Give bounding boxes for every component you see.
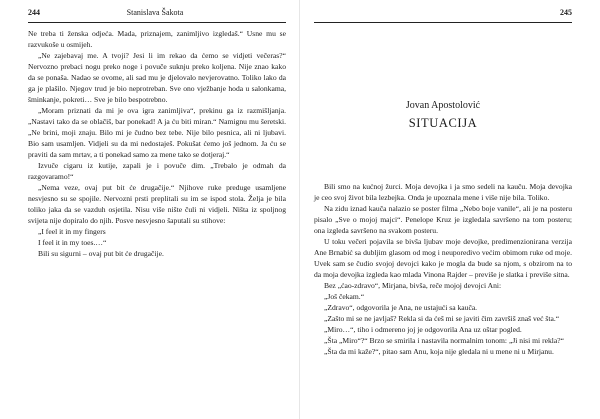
story-author: Jovan Apostolović <box>405 100 481 111</box>
story-title: SITUACIJA <box>408 116 478 130</box>
verse-line: I feel it in my toes.…“ <box>38 238 107 247</box>
story-title-block <box>314 99 572 131</box>
paragraph: Na zidu iznad kauča nalazio se poster filma „Nebo boje vanile“, ali je na posteru pisalo „Sve o mojoj majci“. Penelope Kruz je izgledala savršeno na tom posteru; ona izgleda savršeno na svakom posteru. <box>314 204 572 235</box>
paragraph: „Moram priznati da mi je ova igra zanimljiva“, prekinu ga iz razmišljanja. „Nastavi tako da se oblačiš, bar ponekad! A ja ću biti miran.“ Namignu mu šeretski. „Ne brini, moji znaju. Bilo mi je čudno bez tebe. Nije bilo pesnica, ali ni ljubavi. Bio sam usamljen. Vidjeli su da mi nedostaješ. Pokušat ćemo još jednom. Ja ću se praviti da sam mrtav, a ti ponekad samo za mene tako se dotjeraj.“ <box>28 106 286 159</box>
right-page-header <box>314 8 572 23</box>
left-page-header <box>28 8 286 23</box>
paragraph: „Zašto mi se ne javljaš? Rekla si da ćeš mi se javiti čim završiš znaš već šta.“ <box>324 314 560 323</box>
paragraph: „Šta da mi kaže?“, pitao sam Anu, koja nije gledala ni u mene ni u Mirjanu. <box>324 347 554 356</box>
paragraph: „Šta „Miro“?“ Brzo se smirila i nastavila normalnim tonom: „Ji nisi mi rekla?“ <box>324 336 564 345</box>
right-page-number: 245 <box>560 8 572 17</box>
paragraph: „Još čekam.“ <box>324 292 365 301</box>
paragraph: Bez „ćao-zdravo“, Mirjana, bivša, reče mojoj devojci Ani: <box>324 281 502 290</box>
left-page-body <box>28 28 286 259</box>
right-page <box>300 0 600 419</box>
paragraph: „Miro…“, tiho i odmereno joj je odgovorila Ana uz oštar pogled. <box>324 325 522 334</box>
paragraph: Ne treba ti ženska odjeća. Mada, priznajem, zanimljivo izgledaš.“ Usne mu se razvukoše u osmijeh. <box>28 29 286 49</box>
paragraph: „Ne zajebavaj me. A tvoji? Jesi li im rekao da ćemo se vidjeti večeras?“ Nervozno prebaci nogu preko noge i povuče suknju preko koljena. Nije znao kako da se ponaša. Nadao se ovome, ali sad mu je djelovalo nevjerovatno. Toliko lako da ga je plašilo. Njegov trud je bio neprotreban. Sve ono vježbanje hoda u salonkama, šminkanje, pokreti… Sve je bilo bespotrebno. <box>28 51 286 104</box>
running-head: Stanislava Šakota <box>126 8 184 17</box>
paragraph: Izvuče cigaru iz kutije, zapali je i povuče dim. „Trebalo je odmah da razgovaramo!“ <box>28 161 286 181</box>
left-page-number: 244 <box>28 8 40 17</box>
paragraph: „Nema veze, ovaj put bit će drugačije.“ Njihove ruke preduge usamljene nesvjesno su se spojile. Nervozni prsti preplitali su im se ispod stola. Želja je bila toliko jaka da se vazduh osjetila. Nisu više nište čuli ni vidjeli. Ništa iz spoljnog svijeta nije dopiralo do njih. Posve nesvjesno šaputali su stihove: <box>28 183 286 225</box>
paragraph: Bili su sigurni – ovaj put bit će drugačije. <box>38 249 164 258</box>
paragraph: Bili smo na kućnoj žurci. Moja devojka i ja smo sedeli na kauču. Moja devojka je ceo svoj život bila lezbejka. Onda je upoznala mene i više nije bila. Toliko. <box>314 182 572 202</box>
verse-line: „I feel it in my fingers <box>38 227 106 236</box>
paragraph: „Zdravo“, odgovorila je Ana, ne ustajući sa kauča. <box>324 303 478 312</box>
paragraph: U toku večeri pojavila se bivša ljubav moje devojke, predimenzionirana verzija Ane Brnabić sa dubljim glasom od mog i neuporedivo većim obimom ruke od moje. Uvek sam se čudio svojoj devojci kako je mogla da bude sa njom, s obzirom na to da moja devojka izgleda kao mlada Vinona Rajder – previše je slatka i previše sitna. <box>314 237 572 279</box>
right-page-body <box>314 181 572 357</box>
